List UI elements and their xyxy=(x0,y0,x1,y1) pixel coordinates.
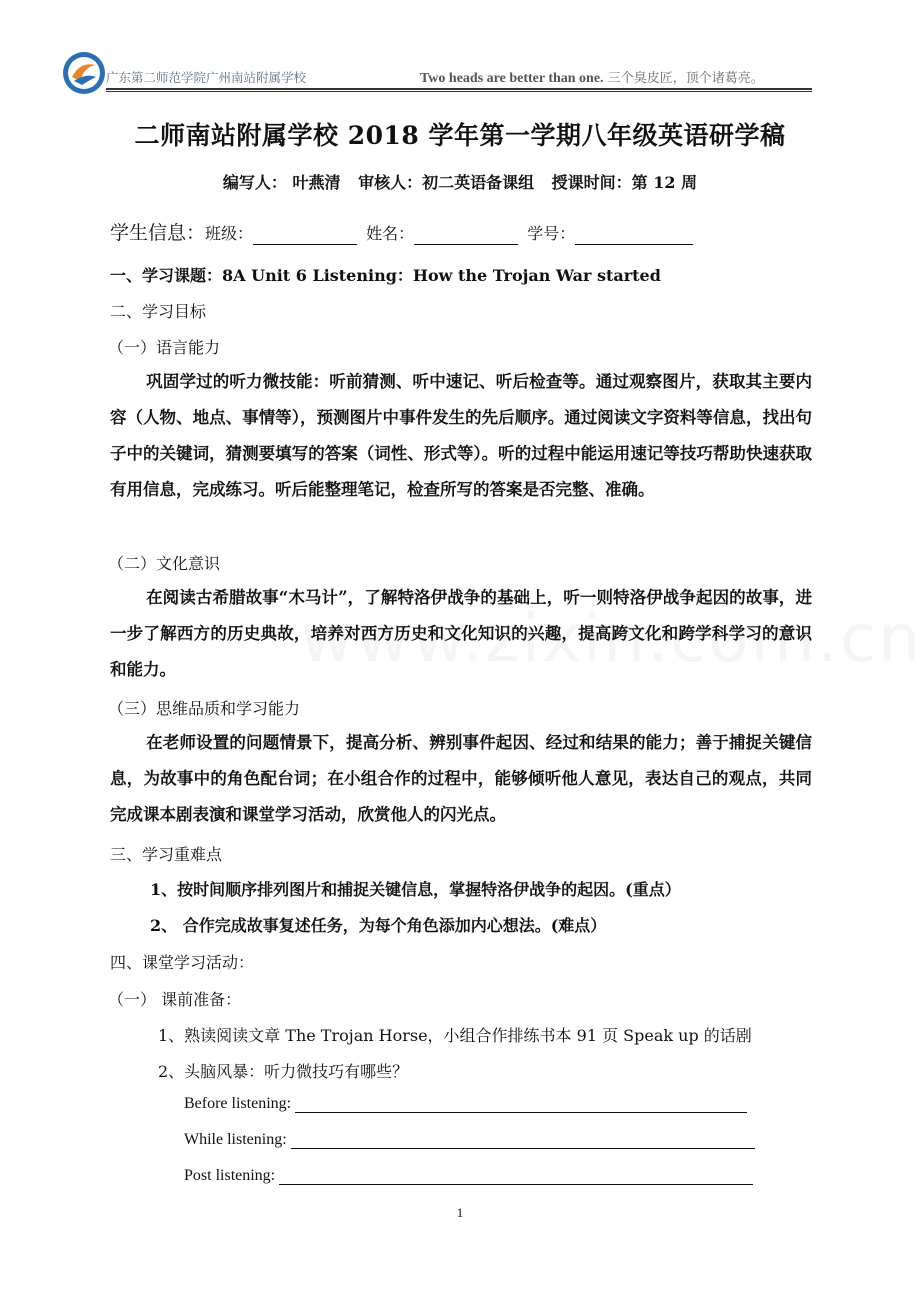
post-listening-field[interactable] xyxy=(279,1168,753,1185)
post-listening-label: Post listening: xyxy=(184,1167,276,1184)
before-listening-row xyxy=(184,1095,747,1113)
prep-item-1: 1、熟读阅读文章 The Trojan Horse，小组合作排练书本 91 页 Speak up 的话剧 xyxy=(158,1026,752,1045)
paragraph-culture xyxy=(110,580,812,690)
section-goals: 二、学习目标 xyxy=(110,302,207,321)
subsection-culture: （二）文化意识 xyxy=(108,554,221,573)
header-divider-thin xyxy=(106,91,812,92)
while-listening-label: While listening: xyxy=(184,1131,287,1148)
key-point-1: 1、按时间顺序排列图片和捕捉关键信息，掌握特洛伊战争的起因。(重点） xyxy=(150,880,681,899)
page-header xyxy=(60,48,812,92)
name-label: 姓名： xyxy=(366,224,415,243)
motto-english: Two heads are better than one. xyxy=(420,71,604,86)
key-point-2: 2、 合作完成故事复述任务，为每个角色添加内心想法。(难点） xyxy=(150,916,607,935)
while-listening-field[interactable] xyxy=(291,1132,755,1149)
reviewer: 审核人：初二英语备课组 xyxy=(358,173,535,192)
paragraph-thinking xyxy=(110,725,812,835)
post-listening-row xyxy=(184,1167,753,1185)
before-listening-field[interactable] xyxy=(295,1096,747,1113)
paragraph-language-text: 巩固学过的听力微技能：听前猜测、听中速记、听后检查等。通过观察图片，获取其主要内容（人物、地点、事情等），预测图片中事件发生的先后顺序。通过阅读文字资料等信息，找出句子中的关键词，猜测要填写的答案（词性、形式等）。听的过程中能运用速记等技巧帮助快速获取有用信息，完成练习。听后能整理笔记，检查所写的答案是否完整、准确。 xyxy=(110,372,812,499)
school-logo-icon xyxy=(62,51,106,95)
section-topic: 一、学习课题：8A Unit 6 Listening：How the Trojan War started xyxy=(110,266,661,285)
subsection-language: （一）语言能力 xyxy=(108,338,221,357)
class-field[interactable] xyxy=(253,227,357,245)
while-listening-row xyxy=(184,1131,755,1149)
class-label: 班级： xyxy=(205,224,254,243)
id-label: 学号： xyxy=(527,224,576,243)
header-divider xyxy=(106,88,812,90)
paragraph-thinking-text: 在老师设置的问题情景下，提高分析、辨别事件起因、经过和结果的能力；善于捕捉关键信息，为故事中的角色配台词；在小组合作的过程中，能够倾听他人意见，表达自己的观点，共同完成课本剧表演和课堂学习活动，欣赏他人的闪光点。 xyxy=(110,733,812,824)
subsection-thinking: （三）思维品质和学习能力 xyxy=(108,699,301,718)
prep-item-2: 2、头脑风暴：听力微技巧有哪些？ xyxy=(158,1062,409,1081)
student-id-field[interactable] xyxy=(575,227,693,245)
document-title: 二师南站附属学校 2018 学年第一学期八年级英语研学稿 xyxy=(134,121,786,150)
before-listening-label: Before listening: xyxy=(184,1095,292,1112)
authors-line xyxy=(0,170,920,193)
section-key-points: 三、学习重难点 xyxy=(110,845,223,864)
subsection-preparation: （一） 课前准备： xyxy=(108,990,242,1009)
student-info xyxy=(110,218,697,245)
motto xyxy=(420,67,764,87)
section-activities: 四、课堂学习活动： xyxy=(110,953,255,972)
page-number: 1 xyxy=(456,1205,464,1220)
writer: 编写人： 叶燕清 xyxy=(222,173,341,192)
paragraph-language xyxy=(110,364,812,546)
school-name: 广东第二师范学院广州南站附属学校 xyxy=(106,70,307,85)
motto-chinese: 三个臭皮匠，顶个诸葛亮。 xyxy=(607,71,764,86)
student-info-label: 学生信息： xyxy=(110,222,206,244)
lesson-time: 授课时间：第 12 周 xyxy=(551,173,698,192)
name-field[interactable] xyxy=(414,227,518,245)
paragraph-culture-text: 在阅读古希腊故事“木马计”，了解特洛伊战争的基础上，听一则特洛伊战争起因的故事，进一步了解西方的历史典故，培养对西方历史和文化知识的兴趣，提高跨文化和跨学科学习的意识和能力。 xyxy=(110,588,812,679)
